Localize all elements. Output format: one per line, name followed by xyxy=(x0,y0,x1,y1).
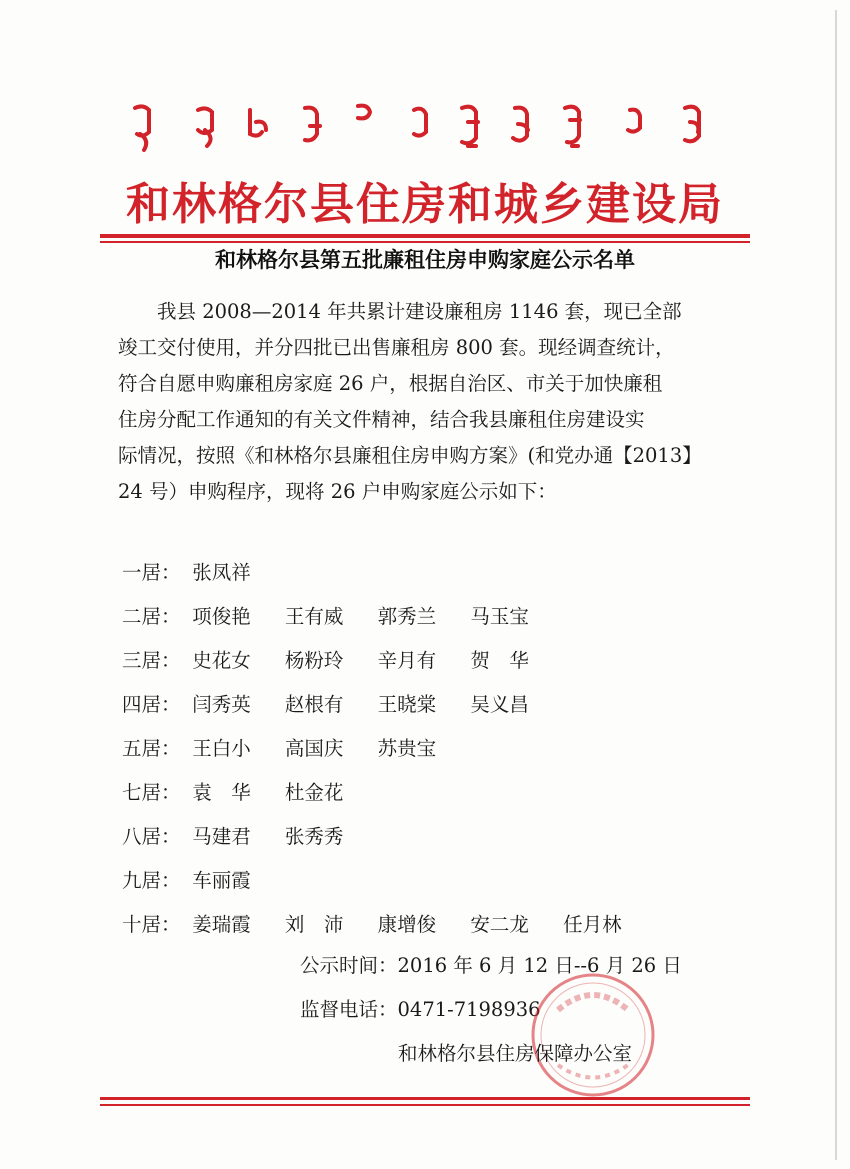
household-name: 袁 华 xyxy=(192,781,251,804)
official-seal xyxy=(528,970,658,1100)
notice-body xyxy=(118,294,738,510)
household-name: 康增俊 xyxy=(377,913,437,936)
list-item xyxy=(122,558,742,602)
household-name: 辛月有 xyxy=(377,649,437,672)
household-name: 刘 沛 xyxy=(284,913,344,936)
household-name: 闫秀英 xyxy=(192,693,251,716)
household-name: 杜金花 xyxy=(284,781,344,804)
body-line: 住房分配工作通知的有关文件精神，结合我县廉租住房建设实 xyxy=(118,408,645,431)
org-title: 和林格尔县住房和城乡建设局 xyxy=(126,179,724,230)
household-name: 任月林 xyxy=(563,913,622,936)
footer-divider-thin xyxy=(100,1104,750,1106)
household-name: 马建君 xyxy=(192,825,251,848)
body-line: 24 号）申购程序，现将 26 户申购家庭公示如下： xyxy=(118,480,557,503)
household-name: 王晓棠 xyxy=(377,693,437,716)
group-label: 二居： xyxy=(122,605,181,628)
group-label: 五居： xyxy=(122,737,181,760)
mongolian-script-logo xyxy=(110,100,750,160)
group-label: 十居： xyxy=(122,913,181,936)
list-item xyxy=(122,866,742,910)
group-label: 三居： xyxy=(122,649,181,672)
list-item xyxy=(122,822,742,866)
list-item xyxy=(122,734,742,778)
household-name: 张凤祥 xyxy=(192,561,251,584)
household-name: 张秀秀 xyxy=(284,825,344,848)
supervision-phone: 监督电话：0471-7198936 xyxy=(300,998,541,1021)
body-line: 符合自愿申购廉租房家庭 26 户，根据自治区、市关于加快廉租 xyxy=(118,372,663,395)
notice-title: 和林格尔县第五批廉租住房申购家庭公示名单 xyxy=(215,248,635,272)
household-name: 贺 华 xyxy=(470,649,529,672)
body-line: 我县 2008—2014 年共累计建设廉租房 1146 套，现已全部 xyxy=(157,300,682,323)
household-name: 安二龙 xyxy=(470,913,529,936)
group-label: 九居： xyxy=(122,869,181,892)
household-list xyxy=(122,558,742,954)
footer-divider-thick xyxy=(100,1097,750,1100)
group-label: 八居： xyxy=(122,825,181,848)
group-label: 四居： xyxy=(122,693,181,716)
household-name: 姜瑞霞 xyxy=(192,913,251,936)
list-item xyxy=(122,778,742,822)
issuing-office: 和林格尔县住房保障办公室 xyxy=(398,1042,633,1065)
household-name: 赵根有 xyxy=(284,693,344,716)
list-item xyxy=(122,690,742,734)
household-name: 车丽霞 xyxy=(192,869,251,892)
household-name: 王白小 xyxy=(192,737,251,760)
body-line: 竣工交付使用，并分四批已出售廉租房 800 套。现经调查统计， xyxy=(118,336,675,359)
household-name: 高国庆 xyxy=(284,737,344,760)
header-divider-thick xyxy=(100,234,750,238)
household-name: 吴义昌 xyxy=(470,693,529,716)
household-name: 马玉宝 xyxy=(470,605,529,628)
household-name: 史花女 xyxy=(192,649,251,672)
list-item xyxy=(122,646,742,690)
household-name: 王有威 xyxy=(284,605,344,628)
body-line: 际情况，按照《和林格尔县廉租住房申购方案》(和党办通【2013】 xyxy=(118,444,702,467)
publicity-period: 公示时间：2016 年 6 月 12 日--6 月 26 日 xyxy=(300,954,682,977)
household-name: 苏贵宝 xyxy=(377,737,437,760)
header-divider-thin xyxy=(100,241,750,243)
group-label: 一居： xyxy=(122,561,181,584)
list-item xyxy=(122,602,742,646)
list-item xyxy=(122,910,742,954)
household-name: 郭秀兰 xyxy=(377,605,437,628)
household-name: 项俊艳 xyxy=(192,605,251,628)
group-label: 七居： xyxy=(122,781,181,804)
household-name: 杨粉玲 xyxy=(284,649,344,672)
